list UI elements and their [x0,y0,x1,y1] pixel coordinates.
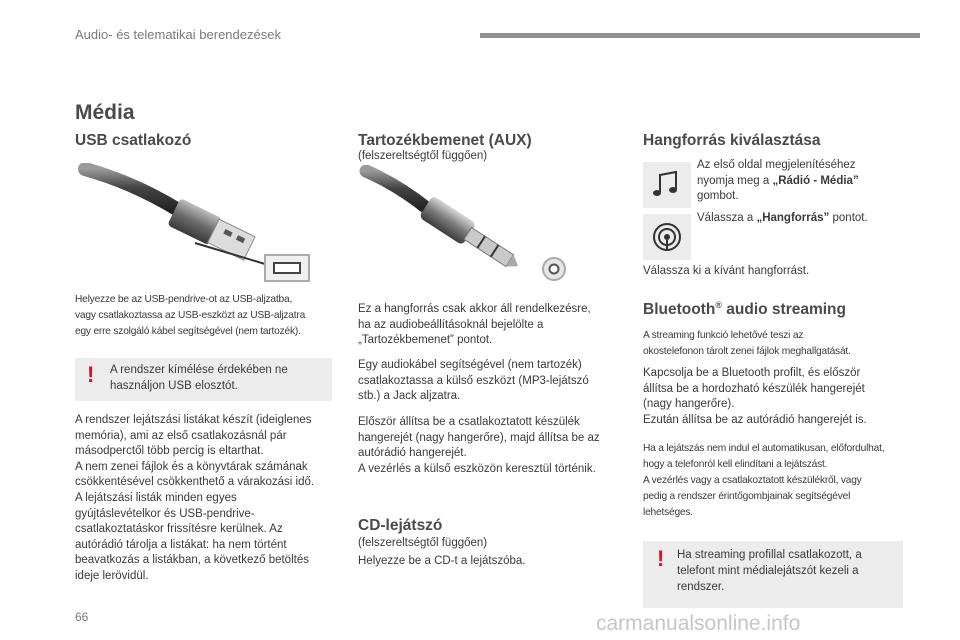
jack-plug-illustration [358,165,573,285]
source-heading: Hangforrás kiválasztása [643,132,821,149]
usb-plug-illustration [75,163,320,290]
aux-heading: Tartozékbemenet (AUX) [358,132,532,149]
aux-subheading: (felszereltségtől függően) [358,150,488,162]
cd-subheading: (felszereltségtől függően) [358,537,488,549]
source-step-2: Válassza a „Hangforrás” pontot. [697,212,868,224]
music-note-icon [643,162,691,208]
aux-paragraph-3: Először állítsa be a csatlakoztatott készülék hangerejét (nagy hangerőre), majd állítsa be az autórádió hangerejét. A vezérlés a külső eszközön keresztül történik. [358,416,600,475]
usb-body: A rendszer lejátszási listákat készít (ideiglenes memória), ami az első csatlakozásnál pár másodperctől több percig is eltarthat. A nem zenei fájlok és a könyvtárak számának csökkentésével csökkenthető a várakozási idő. A lejátszási listák minden egyes gyújtáslevételkor és USB-pendrive- csatlakoztatáskor frissítésre kerülnek. Az autórádió tárolja a listákat: ha nem történt beavatkozás a listákban, a következő betöltés ideje lerövidül. [75,414,315,582]
source-step-1: Az első oldal megjelenítéséhez nyomja meg a „Rádió - Média” gombot. [697,159,859,203]
bluetooth-notes: Ha a lejátszás nem indul el automatikusan, előfordulhat, hogy a telefonról kell elindítani a lejátszást. A vezérlés vagy a csatlakoztatott készülékről, vagy pedig a rendszer érintőgombjainak segítségével lehetséges. [643,443,885,518]
page-number: 66 [75,610,89,624]
source-final: Válassza ki a kívánt hangforrást. [643,265,810,277]
warning-icon: ! [87,362,95,387]
bluetooth-heading: Bluetooth® audio streaming [643,300,846,319]
running-header: Audio- és telematikai berendezések [75,27,281,42]
bluetooth-body: Kapcsolja be a Bluetooth profilt, és először állítsa be a hordozható készülék hangerejét (nagy hangerőre). Ezután állítsa be az autórádió hangerejét is. [643,367,867,426]
source-select-icon [643,214,691,260]
cd-heading: CD-lejátszó [358,517,443,534]
usb-heading: USB csatlakozó [75,132,192,149]
cd-body: Helyezze be a CD-t a lejátszóba. [358,555,526,567]
usb-warning-text: A rendszer kímélése érdekében ne használjon USB elosztót. [110,364,288,392]
header-rule [480,33,920,38]
aux-paragraph-2: Egy audiokábel segítségével (nem tartozék) csatlakoztassa a külső eszközt (MP3-lejátszó stb.) a Jack aljzatra. [358,359,589,403]
warning-icon: ! [657,546,665,571]
bluetooth-warning-text: Ha streaming profillal csatlakozott, a telefont mint médialejátszót kezeli a rendszer. [677,549,862,593]
page-title: Média [75,101,135,124]
usb-caption: Helyezze be az USB-pendrive-ot az USB-aljzatba, vagy csatlakoztassa az USB-eszközt az USB-aljzatra egy erre szolgáló kábel segítségével (nem tartozék). [75,294,306,337]
aux-paragraph-1: Ez a hangforrás csak akkor áll rendelkezésre, ha az audiobeállításoknál bejelölte a „Tartozékbemenet” pontot. [358,303,591,347]
bluetooth-intro: A streaming funkció lehetővé teszi az okostelefonon tárolt zenei fájlok meghallgatását. [643,330,851,357]
watermark: carmanualsonline.info [596,612,801,635]
